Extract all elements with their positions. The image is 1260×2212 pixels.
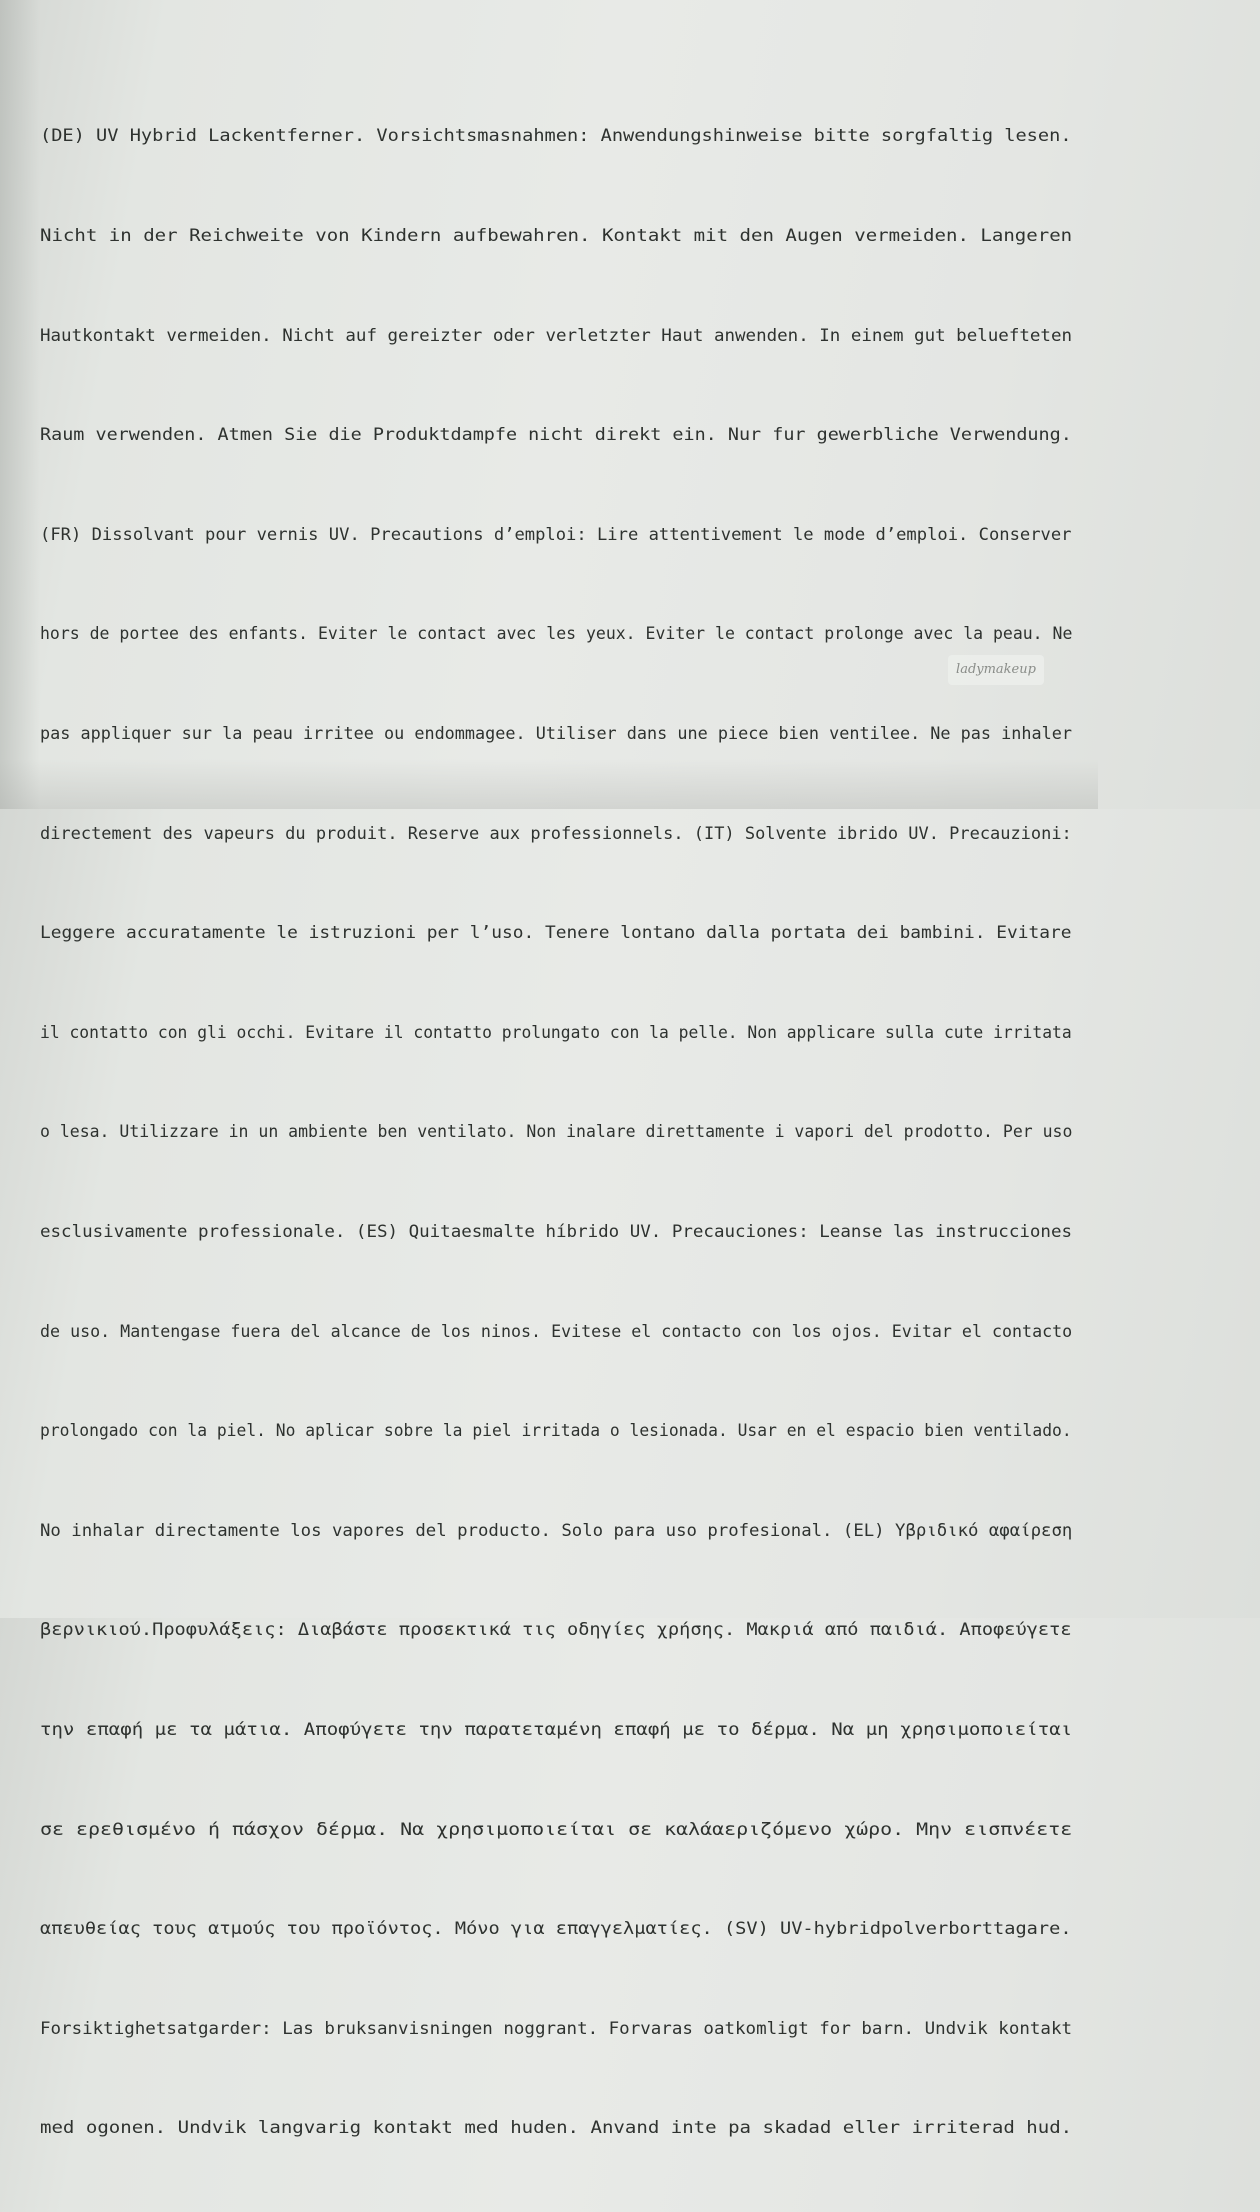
watermark-logo: ladymakeup — [948, 655, 1044, 685]
text-line-9: Leggere accuratamente le istruzioni per l’uso. Tenere lontano dalla portata dei bambini. Evitare — [40, 923, 1072, 944]
left-edge-shadow — [0, 0, 40, 809]
text-line-16: βερνικιού.Προφυλάξεις: Διαβάστε προσεκτικά τις οδηγίες χρήσης. Μακριά από παιδιά. Αποφεύγετε — [40, 1620, 1072, 1641]
text-line-19: απευθείας τους ατμούς του προϊόντος. Μόνο για επαγγελματίες. (SV) UV-hybridpolverborttagare. — [40, 1919, 1072, 1940]
text-line-8: directement des vapeurs du produit. Reserve aux professionnels. (IT) Solvente ibrido UV. Precauzioni: — [40, 823, 1072, 844]
text-line-4: Raum verwenden. Atmen Sie die Produktdampfe nicht direkt ein. Nur fur gewerbliche Verwendung. — [40, 425, 1072, 446]
text-line-11: o lesa. Utilizzare in un ambiente ben ventilato. Non inalare direttamente i vapori del prodotto. Per uso — [40, 1122, 1073, 1143]
text-line-3: Hautkontakt vermeiden. Nicht auf gereizter oder verletzter Haut anwenden. In einem gut beluefteten — [40, 325, 1073, 346]
text-line-15: No inhalar directamente los vapores del producto. Solo para uso profesional. (EL) Υβριδικό αφαίρεση — [40, 1520, 1073, 1541]
text-line-10: il contatto con gli occhi. Evitare il contatto prolungato con la pelle. Non applicare sulla cute irritata — [40, 1022, 1072, 1043]
text-line-12: esclusivamente professionale. (ES) Quitaesmalte híbrido UV. Precauciones: Leanse las instrucciones — [40, 1221, 1073, 1242]
text-line-5: (FR) Dissolvant pour vernis UV. Precautions d’emploi: Lire attentivement le mode d’emploi. Conserver — [40, 524, 1072, 545]
text-line-1: (DE) UV Hybrid Lackentferner. Vorsichtsmasnahmen: Anwendungshinweise bitte sorgfaltig lesen. — [40, 126, 1072, 147]
text-line-20: Forsiktighetsatgarder: Las bruksanvisningen noggrant. Forvaras oatkomligt for barn. Undvik kontakt — [40, 2018, 1073, 2039]
text-line-18: σε ερεθισμένο ή πάσχον δέρμα. Να χρησιμοποιείται σε καλάαεριζόμενο χώρο. Μην εισπνέετε — [40, 1819, 1073, 1840]
text-line-2: Nicht in der Reichweite von Kindern aufbewahren. Kontakt mit den Augen vermeiden. Langeren — [40, 226, 1073, 246]
text-line-17: την επαφή με τα μάτια. Αποφύγετε την παρατεταμένη επαφή με το δέρμα. Να μη χρησιμοποιείται — [40, 1719, 1073, 1740]
text-line-14: prolongado con la piel. No aplicar sobre la piel irritada o lesionada. Usar en el espacio bien ventilado. — [40, 1421, 1072, 1442]
text-line-6: hors de portee des enfants. Eviter le contact avec les yeux. Eviter le contact prolonge avec la peau. Ne — [40, 624, 1073, 645]
text-line-13: de uso. Mantengase fuera del alcance de los ninos. Evitese el contacto con los ojos. Evitar el contacto — [40, 1321, 1073, 1342]
multilingual-warning-text — [40, 54, 1080, 2212]
text-line-21: med ogonen. Undvik langvarig kontakt med huden. Anvand inte pa skadad eller irriterad hud. — [40, 2118, 1073, 2139]
text-line-7: pas appliquer sur la peau irritee ou endommagee. Utiliser dans une piece bien ventilee. Ne pas inhaler — [40, 723, 1072, 744]
